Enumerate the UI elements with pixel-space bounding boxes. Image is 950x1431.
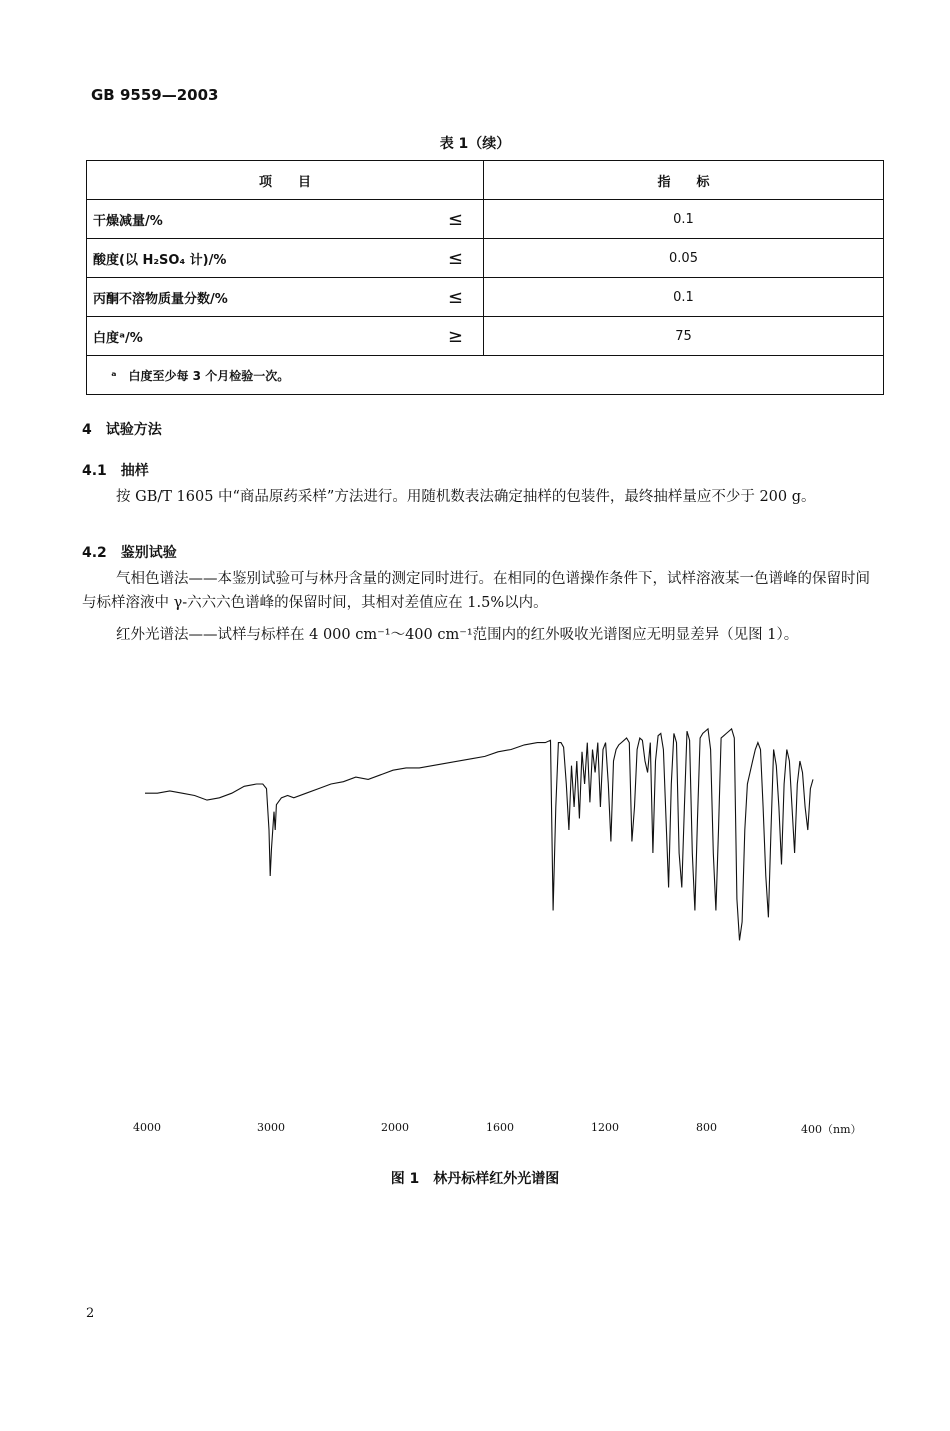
section-4-heading: 4 试验方法 xyxy=(82,422,162,438)
row-item: 酸度(以 H₂SO₄ 计)/% xyxy=(93,252,227,268)
table-row xyxy=(87,200,884,239)
row-operator: ≤ xyxy=(447,208,463,230)
section-4-2-para2: 红外光谱法——试样与标样在 4 000 cm⁻¹～400 cm⁻¹范围内的红外吸收光谱图应无明显差异（见图 1）。 xyxy=(116,627,799,643)
row-value: 75 xyxy=(484,317,884,356)
section-4-2-para1: 气相色谱法——本鉴别试验可与林丹含量的测定同时进行。在相同的色谱操作条件下，试样溶液某一色谱峰的保留时间与标样溶液中 γ-六六六色谱峰的保留时间，其相对差值应在 1.5%以内。 xyxy=(82,571,870,611)
table-header-row xyxy=(87,161,884,200)
section-4-2-heading: 4.2 鉴别试验 xyxy=(82,545,177,561)
header-item: 项 目 xyxy=(87,161,484,200)
x-tick-label: 1200 xyxy=(591,1121,619,1134)
table-row xyxy=(87,239,884,278)
standard-code: GB 9559—2003 xyxy=(91,86,219,104)
row-item: 白度ᵃ/% xyxy=(93,330,143,346)
table-footnote-row xyxy=(87,356,884,395)
x-tick-label: 3000 xyxy=(257,1121,285,1134)
page-number: 2 xyxy=(86,1306,95,1321)
x-tick-label: 4000 xyxy=(133,1121,161,1134)
row-value: 0.1 xyxy=(484,200,884,239)
row-operator: ≤ xyxy=(447,247,463,269)
row-item: 干燥减量/% xyxy=(93,213,163,229)
table-caption: 表 1（续） xyxy=(439,136,511,152)
x-tick-label: 800 xyxy=(696,1121,717,1134)
row-item: 丙酮不溶物质量分数/% xyxy=(93,291,228,307)
header-value: 指 标 xyxy=(484,161,884,200)
spectrum-line xyxy=(145,729,813,941)
row-value: 0.05 xyxy=(484,239,884,278)
section-4-1-text: 按 GB/T 1605 中“商品原药采样”方法进行。用随机数表法确定抽样的包装件，最终抽样量应不少于 200 g。 xyxy=(116,489,816,505)
x-tick-label: 1600 xyxy=(486,1121,514,1134)
ir-spectrum-chart xyxy=(120,700,840,960)
x-tick-label: 400（nm） xyxy=(801,1123,862,1136)
row-operator: ≤ xyxy=(447,286,463,308)
spec-table xyxy=(86,160,884,395)
x-tick-label: 2000 xyxy=(381,1121,409,1134)
table-row xyxy=(87,317,884,356)
table-footnote: ᵃ 白度至少每 3 个月检验一次。 xyxy=(87,356,884,395)
row-value: 0.1 xyxy=(484,278,884,317)
table-row xyxy=(87,278,884,317)
figure-caption: 图 1 林丹标样红外光谱图 xyxy=(390,1171,560,1187)
section-4-1-heading: 4.1 抽样 xyxy=(82,463,149,479)
row-operator: ≥ xyxy=(447,325,463,347)
